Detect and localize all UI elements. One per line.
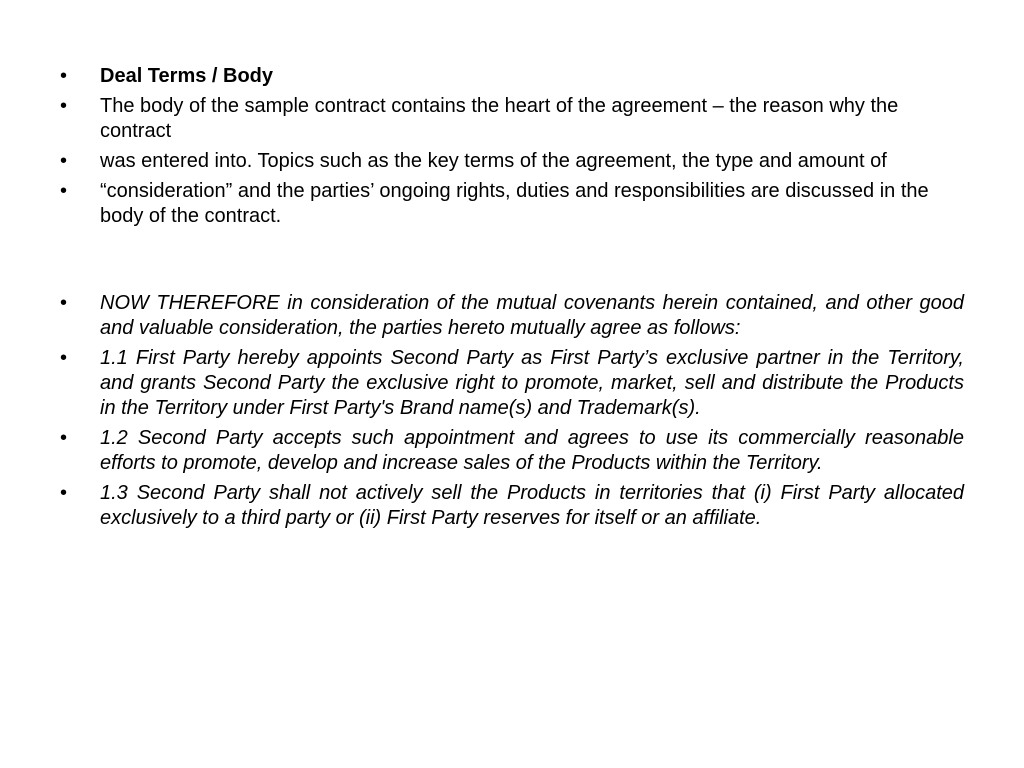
clause-text: NOW THEREFORE in consideration of the mutual covenants herein contained, and other good and valuable consideration, the parties hereto mutually agree as follows: [100, 292, 964, 339]
bullet-marker: • [60, 65, 68, 87]
bullet-marker: • [60, 95, 68, 117]
bullet-item [60, 149, 964, 174]
bullet-marker: • [60, 292, 68, 314]
bullet-marker: • [60, 482, 68, 504]
bullet-item [60, 94, 964, 144]
bullet-text: The body of the sample contract contains the heart of the agreement – the reason why the contract [100, 95, 899, 142]
section-heading: Deal Terms / Body [100, 65, 274, 87]
clause-item-preamble [60, 291, 964, 341]
bullet-text: was entered into. Topics such as the key terms of the agreement, the type and amount of [100, 150, 887, 172]
clause-item-1-1 [60, 346, 964, 421]
bullet-marker: • [60, 180, 68, 202]
bullet-marker: • [60, 347, 68, 369]
bullet-item [60, 179, 964, 229]
contract-clauses-bullet-list [60, 291, 964, 536]
bullet-marker: • [60, 427, 68, 449]
clause-text: 1.3 Second Party shall not actively sell the Products in territories that (i) First Party allocated exclusively to a third party or (ii) First Party reserves for itself or an affiliate. [100, 482, 964, 529]
clause-text: 1.1 First Party hereby appoints Second Party as First Party’s exclusive partner in the Territory, and grants Second Party the exclusive right to promote, market, sell and distribute the Products in the Territory under First Party's Brand name(s) and Trademark(s). [100, 347, 964, 419]
deal-terms-bullet-list [60, 64, 964, 234]
bullet-marker: • [60, 150, 68, 172]
bullet-item-heading [60, 64, 964, 89]
bullet-text: “consideration” and the parties’ ongoing rights, duties and responsibilities are discussed in the body of the contract. [100, 180, 929, 227]
clause-item-1-3 [60, 481, 964, 531]
clause-item-1-2 [60, 426, 964, 476]
clause-text: 1.2 Second Party accepts such appointment and agrees to use its commercially reasonable efforts to promote, develop and increase sales of the Products within the Territory. [100, 427, 964, 474]
